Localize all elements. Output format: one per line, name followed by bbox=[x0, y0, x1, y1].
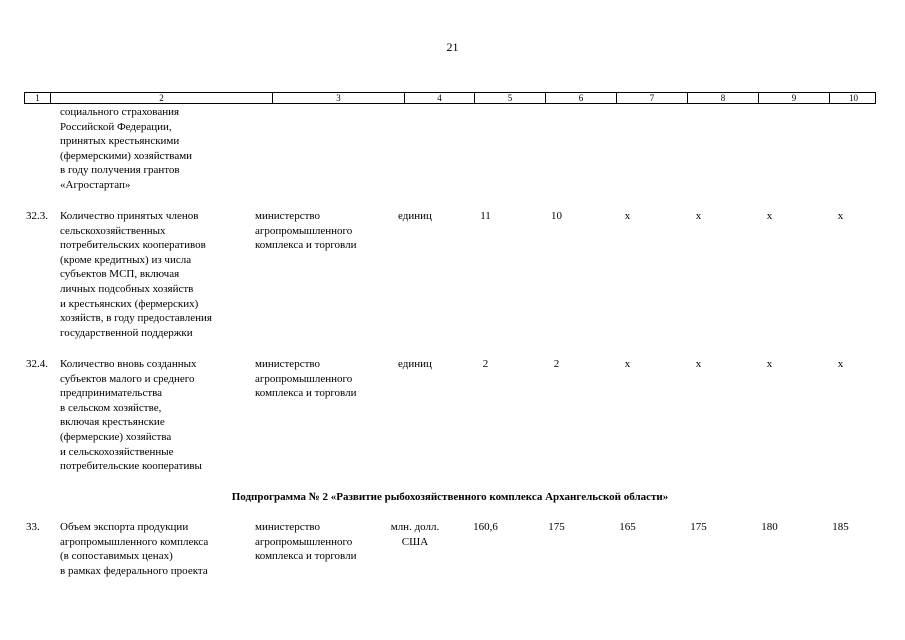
row-32-4-id: 32.4. bbox=[26, 358, 48, 370]
header-col-4: 4 bbox=[405, 93, 475, 103]
row-32-4-value-5: 2 bbox=[482, 358, 489, 370]
header-col-5: 5 bbox=[475, 93, 546, 103]
row-32-4-executor: министерство агропромышленного комплекса и торговли bbox=[255, 358, 357, 400]
row-33-id: 33. bbox=[26, 521, 40, 533]
row-32-4-unit: единиц bbox=[398, 358, 432, 370]
row-32-3-executor: министерство агропромышленного комплекса и торговли bbox=[255, 210, 357, 252]
header-col-2: 2 bbox=[51, 93, 273, 103]
header-col-10: 10 bbox=[849, 93, 858, 103]
row-33-value-9: 180 bbox=[761, 521, 778, 533]
row-32-3-value-9: х bbox=[766, 210, 773, 222]
row-32-4-indicator: Количество вновь созданных субъектов малого и среднего предпринимательства в сельском хозяйстве, включая крестьянские (фермерские) хозяйства и сельскохозяйственные потребительские кооперативы bbox=[60, 358, 202, 473]
row-32-4-value-10: х bbox=[837, 358, 844, 370]
row-32-3-id: 32.3. bbox=[26, 210, 48, 222]
subprogram-heading: Подпрограмма № 2 «Развитие рыбохозяйственного комплекса Архангельской области» bbox=[231, 491, 669, 503]
row-33-value-5: 160,6 bbox=[473, 521, 498, 533]
header-col-6: 6 bbox=[546, 93, 617, 103]
row-33-value-6: 175 bbox=[548, 521, 565, 533]
row-33-value-7: 165 bbox=[619, 521, 636, 533]
header-col-1: 1 bbox=[25, 93, 51, 103]
row-32-4-value-7: х bbox=[624, 358, 631, 370]
row-32-3-value-7: х bbox=[624, 210, 631, 222]
row-33-indicator: Объем экспорта продукции агропромышленного комплекса (в сопоставимых ценах) в рамках федерального проекта bbox=[60, 521, 209, 577]
table-header-row bbox=[24, 92, 876, 104]
row-32-3-value-5: 11 bbox=[480, 210, 491, 222]
row-32-4-value-8: х bbox=[695, 358, 702, 370]
row-32-3-value-10: х bbox=[837, 210, 844, 222]
row-32-3-value-6: 10 bbox=[551, 210, 562, 222]
page-number: 21 bbox=[446, 40, 459, 54]
header-col-8: 8 bbox=[688, 93, 759, 103]
row-33-value-10: 185 bbox=[832, 521, 849, 533]
row-32-3-value-8: х bbox=[695, 210, 702, 222]
header-col-9: 9 bbox=[759, 93, 830, 103]
row-32-3-indicator: Количество принятых членов сельскохозяйственных потребительских кооперативов (кроме кредитных) из числа субъектов МСП, включая личных подсобных хозяйств и крестьянских (фермерских) хозяйств, в году предоставления государственной поддержки bbox=[60, 210, 212, 339]
header-col-3: 3 bbox=[273, 93, 405, 103]
row-32-4-value-9: х bbox=[766, 358, 773, 370]
row-33-unit: млн. долл. США bbox=[390, 521, 440, 548]
row-32-3-unit: единиц bbox=[398, 210, 432, 222]
row-0-indicator: социального страхования Российской Федерации, принятых крестьянскими (фермерскими) хозяйствами в году получения грантов «Агростартап» bbox=[60, 106, 193, 191]
row-32-4-value-6: 2 bbox=[553, 358, 560, 370]
row-33-value-8: 175 bbox=[690, 521, 707, 533]
row-33-executor: министерство агропромышленного комплекса и торговли bbox=[255, 521, 357, 563]
header-col-7: 7 bbox=[617, 93, 688, 103]
